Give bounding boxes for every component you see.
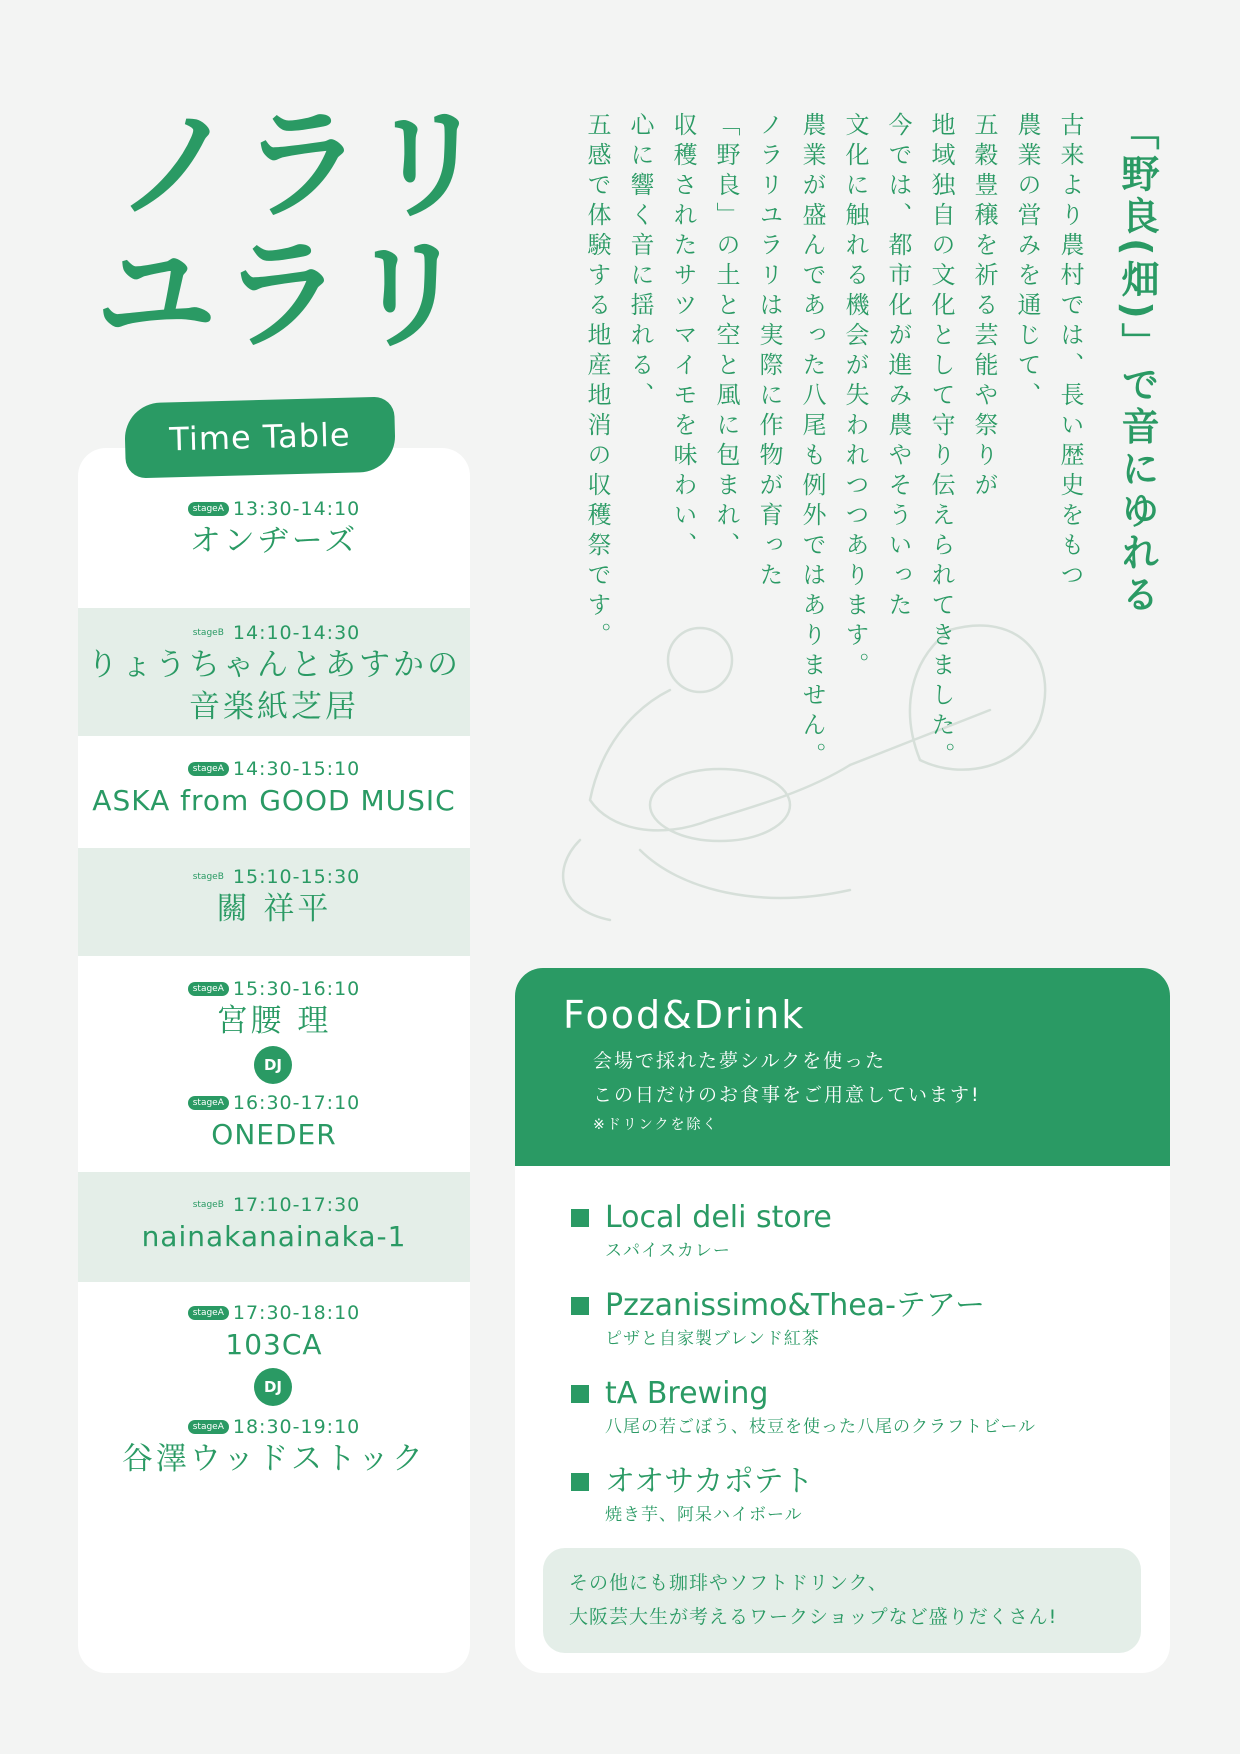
vendor-item — [571, 1374, 1036, 1440]
vendor-item — [571, 1198, 1036, 1264]
timetable-slot — [78, 1076, 470, 1172]
slot-time: 16:30-17:10 — [232, 1092, 361, 1114]
slot-artist: 谷澤ウッドストック — [121, 1441, 427, 1477]
square-bullet-icon — [571, 1209, 589, 1227]
vendor-sub: スパイスカレー — [605, 1241, 731, 1261]
vendor-name: tA Brewing — [605, 1376, 769, 1411]
intro-line: 文化に触れる機会が失われつつあります。 — [841, 112, 869, 682]
intro-line: 五感で体験する地産地消の収穫祭です。 — [583, 112, 611, 652]
stage-badge: stageB — [192, 872, 224, 882]
vendor-sub: 八尾の若ごぼう、枝豆を使った八尾のクラフトビール — [605, 1417, 1036, 1437]
slot-time: 14:30-15:10 — [232, 758, 361, 780]
stage-badge: stageB — [192, 1200, 224, 1210]
timetable-panel — [78, 448, 470, 1673]
stage-badge: stageA — [188, 1420, 229, 1434]
vendor-name: Local deli store — [605, 1200, 832, 1235]
vendor-item — [571, 1462, 1036, 1528]
slot-time: 17:30-18:10 — [232, 1302, 361, 1324]
food-desc-line: この日だけのお食事をご用意しています! — [593, 1084, 981, 1106]
food-desc-line: 会場で採れた夢シルクを使った — [593, 1050, 887, 1072]
slot-artist-line-2: 音楽紙芝居 — [189, 689, 359, 725]
slot-artist: nainakanainaka-1 — [141, 1220, 407, 1253]
square-bullet-icon — [571, 1297, 589, 1315]
slot-time: 17:10-17:30 — [232, 1194, 361, 1216]
slot-time: 13:30-14:10 — [232, 498, 361, 520]
slot-artist: 宮腰 理 — [216, 1003, 332, 1039]
slot-artist: オンヂーズ — [189, 523, 359, 559]
intro-line: 古来より農村では、長い歴史をもつ — [1056, 112, 1084, 592]
timetable-slot — [78, 608, 470, 736]
intro-line: 五穀豊穣を祈る芸能や祭りが — [970, 112, 998, 502]
intro-title: 「野良(畑)」で音にゆれる — [1115, 112, 1159, 617]
slot-time: 15:10-15:30 — [232, 866, 361, 888]
vendor-name: Pzzanissimo&Thea-テアー — [605, 1288, 985, 1323]
vendor-sub: ピザと自家製ブレンド紅茶 — [605, 1329, 820, 1349]
intro-line: 農業が盛んであった八尾も例外ではありません。 — [798, 112, 826, 772]
vendor-list — [571, 1198, 1036, 1550]
intro-line: 農業の営みを通じて、 — [1013, 112, 1041, 412]
timetable-ribbon — [124, 396, 396, 478]
slot-artist: 關 祥平 — [216, 891, 332, 927]
slot-time: 18:30-19:10 — [232, 1416, 361, 1438]
intro-line: 収穫されたサツマイモを味わい、 — [669, 112, 697, 562]
logo-line-1: ノラリ — [115, 94, 493, 236]
slot-time: 14:10-14:30 — [232, 622, 361, 644]
intro-line: 「野良」の土と空と風に包まれ、 — [712, 112, 740, 562]
timetable-slot — [78, 1398, 470, 1508]
stage-badge: stageB — [192, 628, 224, 638]
food-note: ※ドリンクを除く — [593, 1117, 719, 1133]
extra-line: その他にも珈琲やソフトドリンク、 — [569, 1572, 888, 1594]
extra-info-box — [543, 1548, 1141, 1653]
intro-line: 心に響く音に揺れる、 — [626, 112, 654, 412]
square-bullet-icon — [571, 1385, 589, 1403]
timetable-slot — [78, 736, 470, 848]
square-bullet-icon — [571, 1473, 589, 1491]
slot-artist: 103CA — [225, 1328, 323, 1361]
dj-badge: DJ — [254, 1046, 292, 1084]
timetable-slot — [78, 848, 470, 956]
food-drink-title: Food&Drink — [563, 993, 806, 1037]
vendor-item — [571, 1286, 1036, 1352]
timetable-slot — [78, 1282, 470, 1382]
slot-artist: ONEDER — [211, 1118, 337, 1151]
intro-line: 今では、都市化が進み農やそういった — [884, 112, 912, 622]
timetable-slot — [78, 484, 470, 584]
vendor-name: オオサカポテト — [605, 1464, 814, 1499]
intro-line: ノラリユラリは実際に作物が育った — [755, 112, 783, 592]
food-drink-panel — [515, 968, 1170, 1673]
stage-badge: stageA — [188, 1096, 229, 1110]
logo-line-2: ユラリ — [95, 224, 473, 366]
intro-text — [545, 112, 1165, 962]
event-logo — [95, 94, 493, 366]
stage-badge: stageA — [188, 762, 229, 776]
timetable-header: Time Table — [168, 415, 352, 459]
slot-artist: りょうちゃんとあすかの — [87, 647, 461, 683]
stage-badge: stageA — [188, 502, 229, 516]
timetable-slot — [78, 1172, 470, 1282]
food-drink-header — [515, 968, 1170, 1166]
stage-badge: stageA — [188, 1306, 229, 1320]
slot-artist: ASKA from GOOD MUSIC — [92, 784, 456, 817]
vendor-sub: 焼き芋、阿呆ハイボール — [605, 1505, 803, 1525]
extra-line: 大阪芸大生が考えるワークショップなど盛りだくさん! — [569, 1606, 1058, 1628]
stage-badge: stageA — [188, 982, 229, 996]
dj-badge: DJ — [254, 1368, 292, 1406]
slot-time: 15:30-16:10 — [232, 978, 361, 1000]
intro-line: 地域独自の文化として守り伝えられてきました。 — [927, 112, 955, 772]
